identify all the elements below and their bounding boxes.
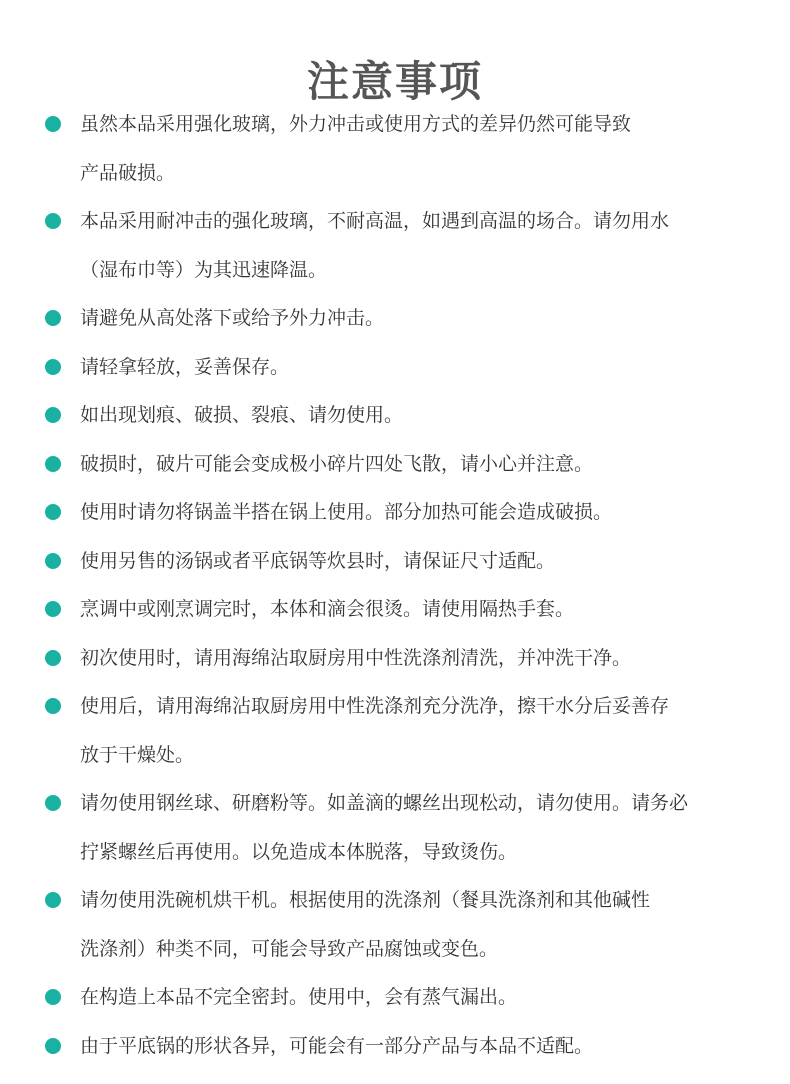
notice-text-line: 请避免从高处落下或给予外力冲击。 [80,307,385,329]
bullet-dot-icon [45,698,61,714]
notice-list [0,100,790,1070]
notice-text-line: 拧紧螺丝后再使用。以免造成本体脱落，导致烫伤。 [80,840,518,863]
notice-item [0,585,790,634]
notice-text-line: 使用另售的汤锅或者平底锅等炊县时，请保证尺寸适配。 [80,549,556,572]
notice-item [0,488,790,537]
notice-text-line: 虽然本品采用强化玻璃，外力冲击或使用方式的差异仍然可能导致 [80,113,632,135]
notice-text-line: 使用时请勿将锅盖半搭在锅上使用。部分加热可能会造成破损。 [80,501,613,523]
bullet-dot-icon [45,116,61,132]
bullet-dot-icon [45,1038,61,1054]
notice-text-line: 如出现划痕、破损、裂痕、请勿使用。 [80,404,404,426]
page-title: 注意事项 [306,57,483,107]
notice-item [0,197,790,294]
bullet-dot-icon [45,553,61,569]
notice-item [0,876,790,973]
notice-item [0,100,790,197]
notice-item [0,343,790,392]
bullet-dot-icon [45,213,61,229]
bullet-dot-icon [45,892,61,908]
notice-text-line: 烹调中或刚烹调完时，本体和滴会很烫。请使用隔热手套。 [80,598,575,620]
notice-item [0,440,790,489]
notice-text-line: 在构造上本品不完全密封。使用中，会有蒸气漏出。 [80,986,518,1008]
bullet-dot-icon [45,989,61,1005]
notice-text-line: 放于干燥处。 [80,743,195,766]
notice-item [0,634,790,683]
notice-text-line: 破损时，破片可能会变成极小碎片四处飞散，请小心并注意。 [80,452,594,475]
notice-item [0,1022,790,1071]
notice-text-line: 使用后，请用海绵沾取厨房用中性洗涤剂充分洗净，擦干水分后妥善存 [80,695,670,717]
notice-text-line: （湿布巾等）为其迅速降温。 [80,258,328,281]
notice-text-line: 请轻拿轻放，妥善保存。 [80,355,290,378]
bullet-dot-icon [45,504,61,520]
notice-text-line: 初次使用时，请用海绵沾取厨房用中性洗涤剂清洗，并冲洗干净。 [80,646,632,669]
notice-text-line: 由于平底锅的形状各异，可能会有一部分产品与本品不适配。 [80,1034,594,1057]
notice-item [0,294,790,343]
bullet-dot-icon [45,407,61,423]
notice-item [0,391,790,440]
notice-text-line: 本品采用耐冲击的强化玻璃，不耐高温，如遇到高温的场合。请勿用水 [80,210,670,232]
notice-item [0,779,790,876]
bullet-dot-icon [45,359,61,375]
notice-item [0,682,790,779]
notice-text-line: 请勿使用洗碗机烘干机。根据使用的洗涤剂（餐具洗涤剂和其他碱性 [80,889,651,911]
notice-item [0,537,790,586]
bullet-dot-icon [45,601,61,617]
notice-item [0,973,790,1022]
notice-text-line: 产品破损。 [80,161,176,184]
bullet-dot-icon [45,795,61,811]
bullet-dot-icon [45,650,61,666]
notice-text-line: 洗涤剂）种类不同，可能会导致产品腐蚀或变色。 [80,937,499,960]
notice-text-line: 请勿使用钢丝球、研磨粉等。如盖滴的螺丝出现松动，请勿使用。请务必 [80,792,689,814]
bullet-dot-icon [45,456,61,472]
bullet-dot-icon [45,310,61,326]
